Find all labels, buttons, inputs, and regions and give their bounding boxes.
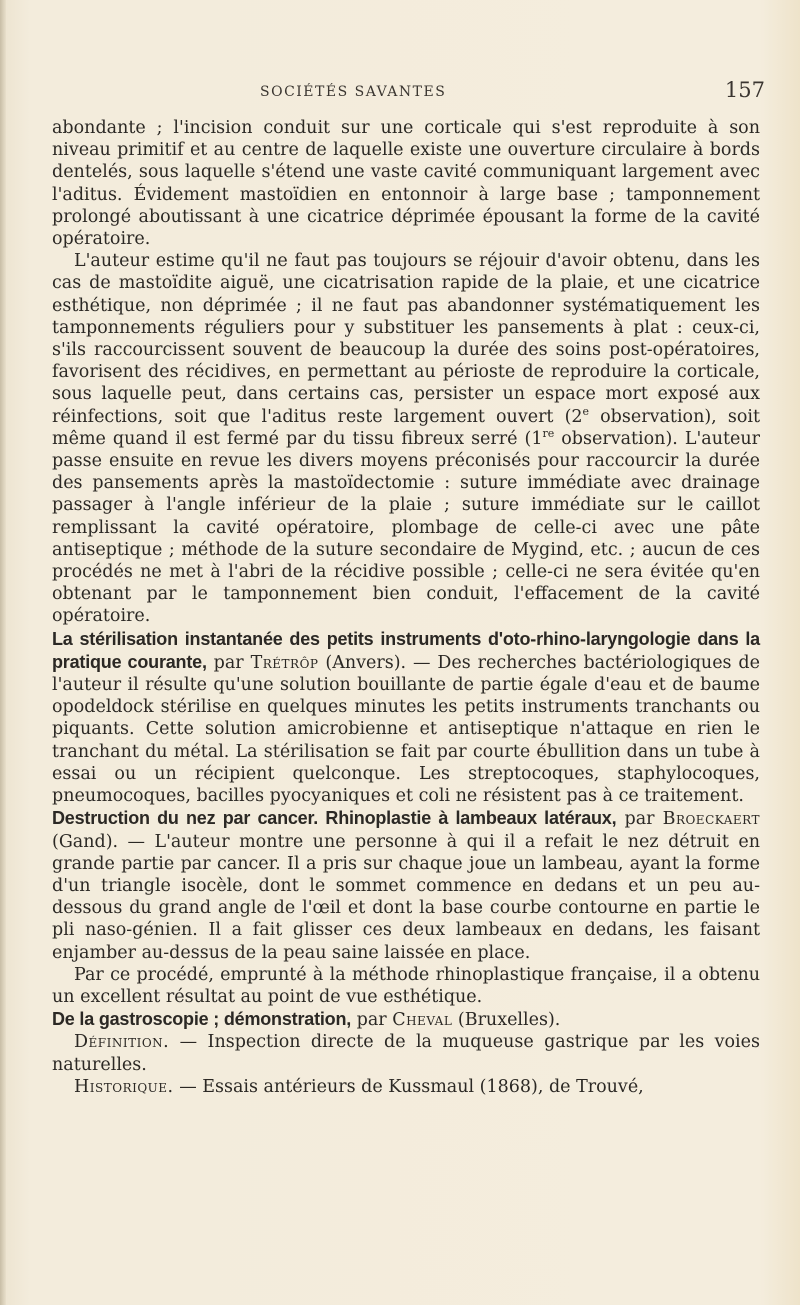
article-body — [52, 117, 760, 1098]
page-header — [50, 78, 765, 108]
paragraph-text: Par ce procédé, emprunté à la méthode rhinoplastique française, il a obtenu un excellent résultat au point de vue esthétique. — [52, 964, 760, 1007]
paragraph-text: — Essais antérieurs de Kussmaul (1868), de Trouvé, — [173, 1076, 644, 1097]
page-number: 157 — [724, 78, 765, 102]
paragraph-text: (Anvers). — Des recherches bactériologiques de l'auteur il résulte qu'une solution bouillante de partie égale d'eau et de baume opodeldock stérilise en quelques minutes les petits instruments tranchants ou piquants. Cette solution amicrobienne et antiseptique n'attaque en rien le tranchant du métal. La stérilisation se fait par courte ébullition dans un tube à essai ou un récipient quelconque. Les streptocoques, staphylocoques, pneumocoques, bacilles pyocyaniques et coli ne résistent pas à ce traitement. — [52, 652, 760, 807]
section-heading: La stérilisation instantanée des petits instruments d'oto-rhino-laryngologie dans la pratique courante, — [52, 628, 760, 672]
paragraph-text: abondante ; l'incision conduit sur une corticale qui s'est reproduite à son niveau primitif et au centre de laquelle existe une ouverture circulaire à bords dentelés, sous laquelle s'étend une vaste cavité communiquant largement avec l'aditus. Évidement mastoïdien en entonnoir à large base ; tamponnement prolongé aboutissant à une cicatrice déprimée épousant la forme de la cavité opératoire. — [52, 118, 760, 250]
paragraph-text: (Bruxelles). — [452, 1010, 561, 1031]
author-name: Broeckaert — [662, 809, 760, 830]
subsection-label: Historique. — [74, 1076, 174, 1097]
paragraph-historique — [52, 1076, 760, 1098]
paragraph-author-opinion — [52, 250, 760, 627]
superscript: e — [582, 404, 590, 418]
paragraph-text: observation). L'auteur passe ensuite en revue les divers moyens préconisés pour raccourcir la durée des pansements après la mastoïdectomie : suture immédiate avec drainage passager à l'angle inférieur de la plaie ; suture immédiate sur le caillot remplissant la cavité opératoire, plombage de celle-ci avec une pâte antiseptique ; méthode de la suture secondaire de Mygind, etc. ; aucun de ces procédés ne met à l'abri de la récidive possible ; celle-ci ne sera évitée qu'en obtenant par le tamponnement bien conduit, l'effacement de la cavité opératoire. — [52, 428, 760, 627]
running-head: SOCIÉTÉS SAVANTES — [260, 84, 447, 100]
paragraph-case-description — [52, 117, 760, 250]
paragraph-text: — Inspection directe de la muqueuse gastrique par les voies naturelles. — [52, 1032, 760, 1075]
by-word: par — [206, 652, 251, 673]
subsection-label: Définition. — [74, 1032, 170, 1053]
paragraph-result — [52, 964, 760, 1008]
page-edge — [0, 0, 6, 1305]
paragraph-sterilisation — [52, 628, 760, 808]
section-heading: Destruction du nez par cancer. Rhinoplastie à lambeaux latéraux, — [52, 808, 617, 829]
superscript: re — [542, 427, 555, 441]
paragraph-text: observation), soit même quand il est fermé par du tissu fibreux serré (1 — [52, 406, 760, 449]
paragraph-rhinoplastie — [52, 807, 760, 963]
by-word: par — [351, 1010, 393, 1031]
paragraph-text: (Gand). — L'auteur montre une personne à qui il a refait le nez détruit en grande partie par cancer. Il a pris sur chaque joue un lambeau, ayant la forme d'un triangle isocèle, dont le sommet commence en dedans et un peu au-dessous du grand angle de l'œil et dont la base courbe contourne en partie le pli naso-génien. Il a fait glisser ces deux lambeaux en dedans, les faisant enjamber au-dessus de la peau saine laissée en place. — [52, 831, 760, 963]
section-heading: De la gastroscopie ; démonstration, — [52, 1009, 352, 1030]
by-word: par — [616, 809, 663, 830]
paragraph-gastroscopie — [52, 1008, 760, 1031]
paragraph-definition — [52, 1031, 760, 1075]
author-name: Cheval — [392, 1010, 453, 1031]
author-name: Trétrôp — [250, 652, 319, 673]
paragraph-text: L'auteur estime qu'il ne faut pas toujours se réjouir d'avoir obtenu, dans les cas de mastoïdite aiguë, une cicatrisation rapide de la plaie, et une cicatrice esthétique, non déprimée ; il ne faut pas abandonner systématiquement les tamponnements réguliers pour y substituer les pansements à plat : ceux-ci, s'ils raccourcissent souvent de beaucoup la durée des soins post-opératoires, favorisent des récidives, en permettant au périoste de reproduire la corticale, sous laquelle peut, dans certains cas, persister un espace mort exposé aux réinfections, soit que l'aditus reste largement ouvert (2 — [52, 251, 760, 427]
